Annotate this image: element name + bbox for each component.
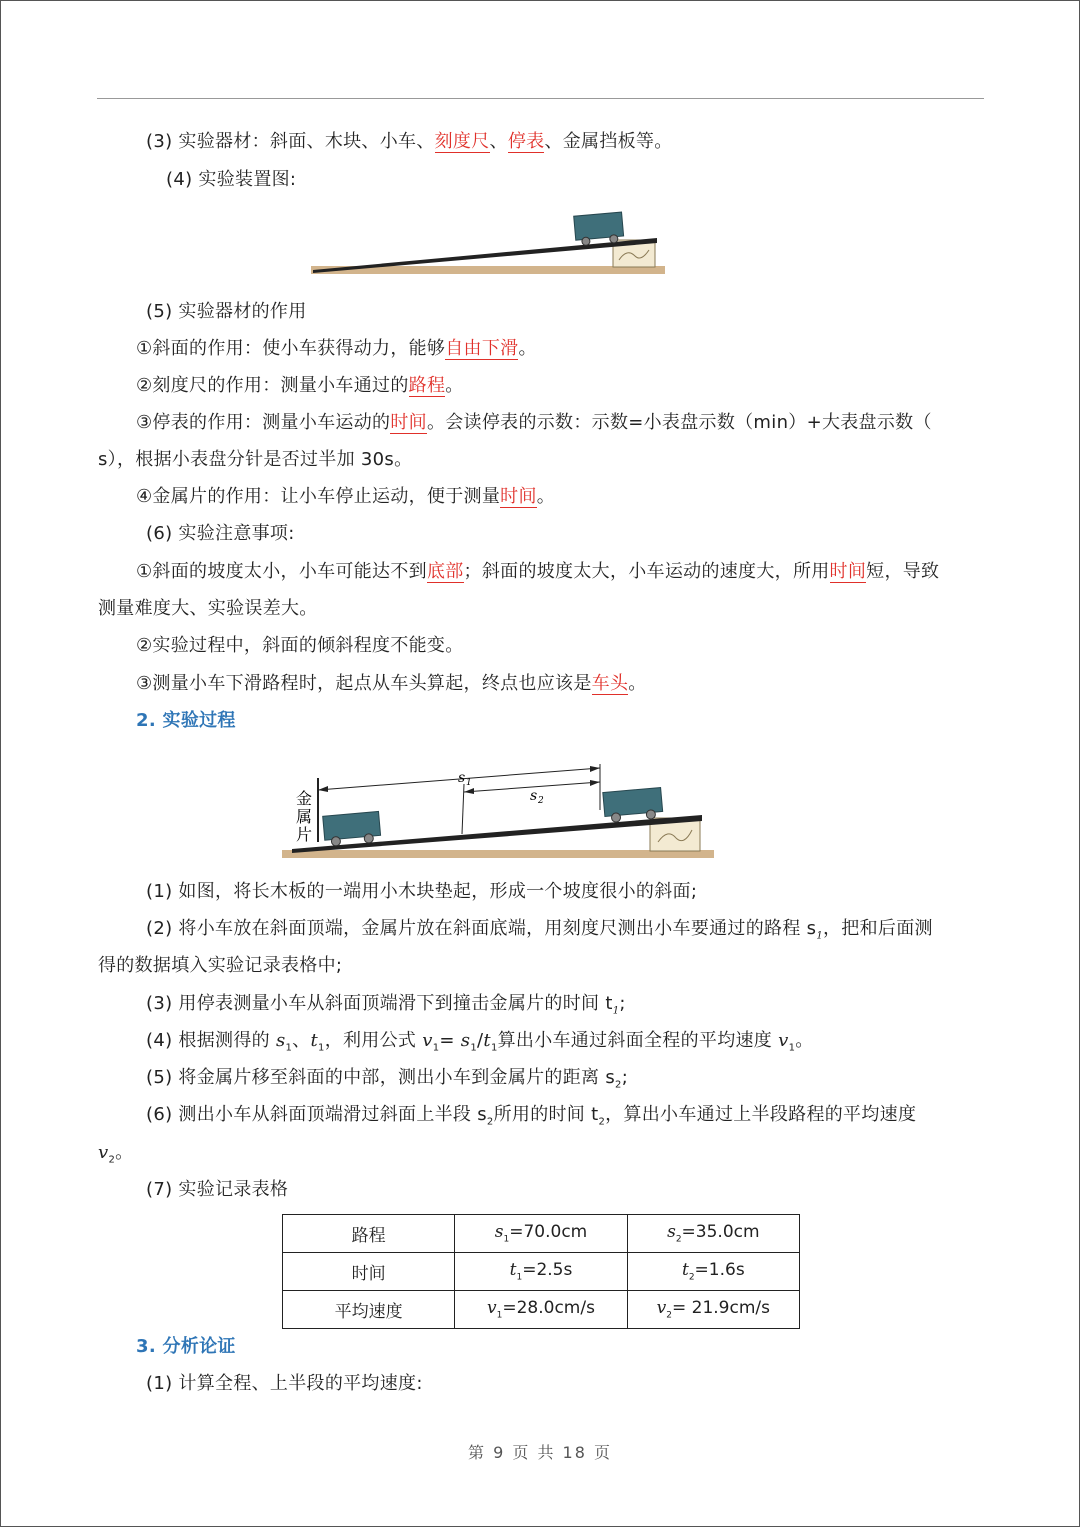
note1-c: 短，导致 (866, 561, 940, 582)
cart-top (603, 788, 663, 823)
key-stopwatch: 停表 (507, 131, 545, 152)
equipment-sep: 、 (489, 131, 508, 152)
role4-text: ④金属片的作用：让小车停止运动，便于测量 (136, 486, 501, 507)
step6: (6) 测出小车从斜面顶端滑过斜面上半段 $s_2$所用的时间 $t_2$，算出小车通过上半段路程的平均速度 (146, 1104, 917, 1128)
step2-line2: 得的数据填入实验记录表格中; (98, 955, 343, 976)
table-row (283, 1253, 800, 1291)
step5: (5) 将金属片移至斜面的中部，测出小车到金属片的距离 $s_2$; (146, 1067, 629, 1091)
roles-title: (5) 实验器材的作用 (146, 301, 307, 322)
cart (574, 212, 624, 246)
role1-end: 。 (518, 338, 537, 359)
note1-a: ①斜面的坡度太小，小车可能达不到 (136, 561, 427, 582)
role3 (136, 411, 932, 435)
notes-title: (6) 实验注意事项: (146, 523, 295, 544)
step3: (3) 用停表测量小车从斜面顶端滑下到撞击金属片的时间 $t_1$; (146, 993, 626, 1017)
key-time: 时间 (390, 412, 427, 433)
table-cell: $s_2=35.0cm$ (627, 1215, 799, 1253)
section-process: 2. 实验过程 (136, 710, 236, 731)
table-cell: $s_1=70.0cm$ (455, 1215, 627, 1253)
table-row (283, 1291, 800, 1329)
header-rule (97, 98, 984, 99)
note3-end: 。 (628, 673, 647, 694)
role2 (136, 374, 464, 398)
table-cell: $v_1=28.0cm/s$ (455, 1291, 627, 1329)
key-bottom: 底部 (426, 561, 464, 582)
role3-end: 。会读停表的示数：示数=小表盘示数（min）+大表盘示数（ (426, 412, 932, 433)
equipment-suffix: 、金属挡板等。 (544, 131, 673, 152)
key-distance: 路程 (408, 375, 446, 396)
metal-label-1: 金 (296, 789, 313, 808)
equipment-prefix: (3) 实验器材：斜面、木块、小车、 (146, 131, 435, 152)
role3-line2: s），根据小表盘分针是否过半加 30s。 (98, 449, 413, 470)
apparatus-diagram (305, 200, 670, 282)
analysis-step1: (1) 计算全程、上半段的平均速度: (146, 1373, 423, 1394)
row-label: 路程 (283, 1215, 455, 1253)
note1-line2: 测量难度大、实验误差大。 (98, 598, 318, 619)
record-table (282, 1214, 800, 1329)
note1-b: ；斜面的坡度太大，小车运动的速度大，所用 (463, 561, 830, 582)
table-cell: $v_2= 21.9cm/s$ (627, 1291, 799, 1329)
role2-end: 。 (445, 375, 464, 396)
note1 (136, 560, 939, 584)
role3-text: ③停表的作用：测量小车运动的 (136, 412, 391, 433)
cart-bottom (323, 811, 381, 846)
key-time-3: 时间 (829, 561, 867, 582)
key-time-2: 时间 (500, 486, 537, 507)
page-footer: 第 9 页 共 18 页 (468, 1443, 612, 1462)
svg-text:1: 1 (466, 778, 472, 788)
role2-text: ②刻度尺的作用：测量小车通过的 (136, 375, 409, 396)
table-cell: $t_1=2.5s$ (455, 1253, 627, 1291)
step1: (1) 如图，将长木板的一端用小木块垫起，形成一个坡度很小的斜面; (146, 881, 698, 902)
metal-label-3: 片 (296, 825, 313, 844)
row-label: 平均速度 (283, 1291, 455, 1329)
table-cell: $t_2=1.6s$ (627, 1253, 799, 1291)
section-analysis: 3. 分析论证 (136, 1336, 236, 1357)
key-ruler: 刻度尺 (434, 131, 490, 152)
note3-text: ③测量小车下滑路程时，起点从车头算起，终点也应该是 (136, 673, 592, 694)
key-carhead: 车头 (591, 673, 629, 694)
metal-label-2: 属 (296, 807, 313, 826)
note2: ②实验过程中，斜面的倾斜程度不能变。 (136, 635, 464, 656)
step6-line2: $v_2$。 (98, 1142, 134, 1166)
equipment-line (146, 130, 673, 154)
role4-end: 。 (536, 486, 556, 507)
note3 (136, 672, 647, 696)
table-row (283, 1215, 800, 1253)
process-diagram (278, 760, 718, 865)
key-slide: 自由下滑 (445, 338, 519, 359)
s1-label: s (458, 770, 466, 786)
row-label: 时间 (283, 1253, 455, 1291)
step2: (2) 将小车放在斜面顶端，金属片放在斜面底端，用刻度尺测出小车要通过的路程 $s_1$，把和后面测 (146, 918, 933, 942)
role1 (136, 337, 537, 361)
role1-text: ①斜面的作用：使小车获得动力，能够 (136, 338, 446, 359)
svg-text:2: 2 (538, 796, 544, 806)
role4 (136, 485, 555, 509)
apparatus-label: (4) 实验装置图: (166, 169, 297, 190)
step7: (7) 实验记录表格 (146, 1179, 289, 1200)
floor (282, 850, 714, 858)
s2-label: s (530, 788, 538, 804)
step4: (4) 根据测得的 $s_1$、$t_1$，利用公式 $v_1= s_1/t_1$算出小车通过斜面全程的平均速度 $v_1$。 (146, 1030, 814, 1054)
